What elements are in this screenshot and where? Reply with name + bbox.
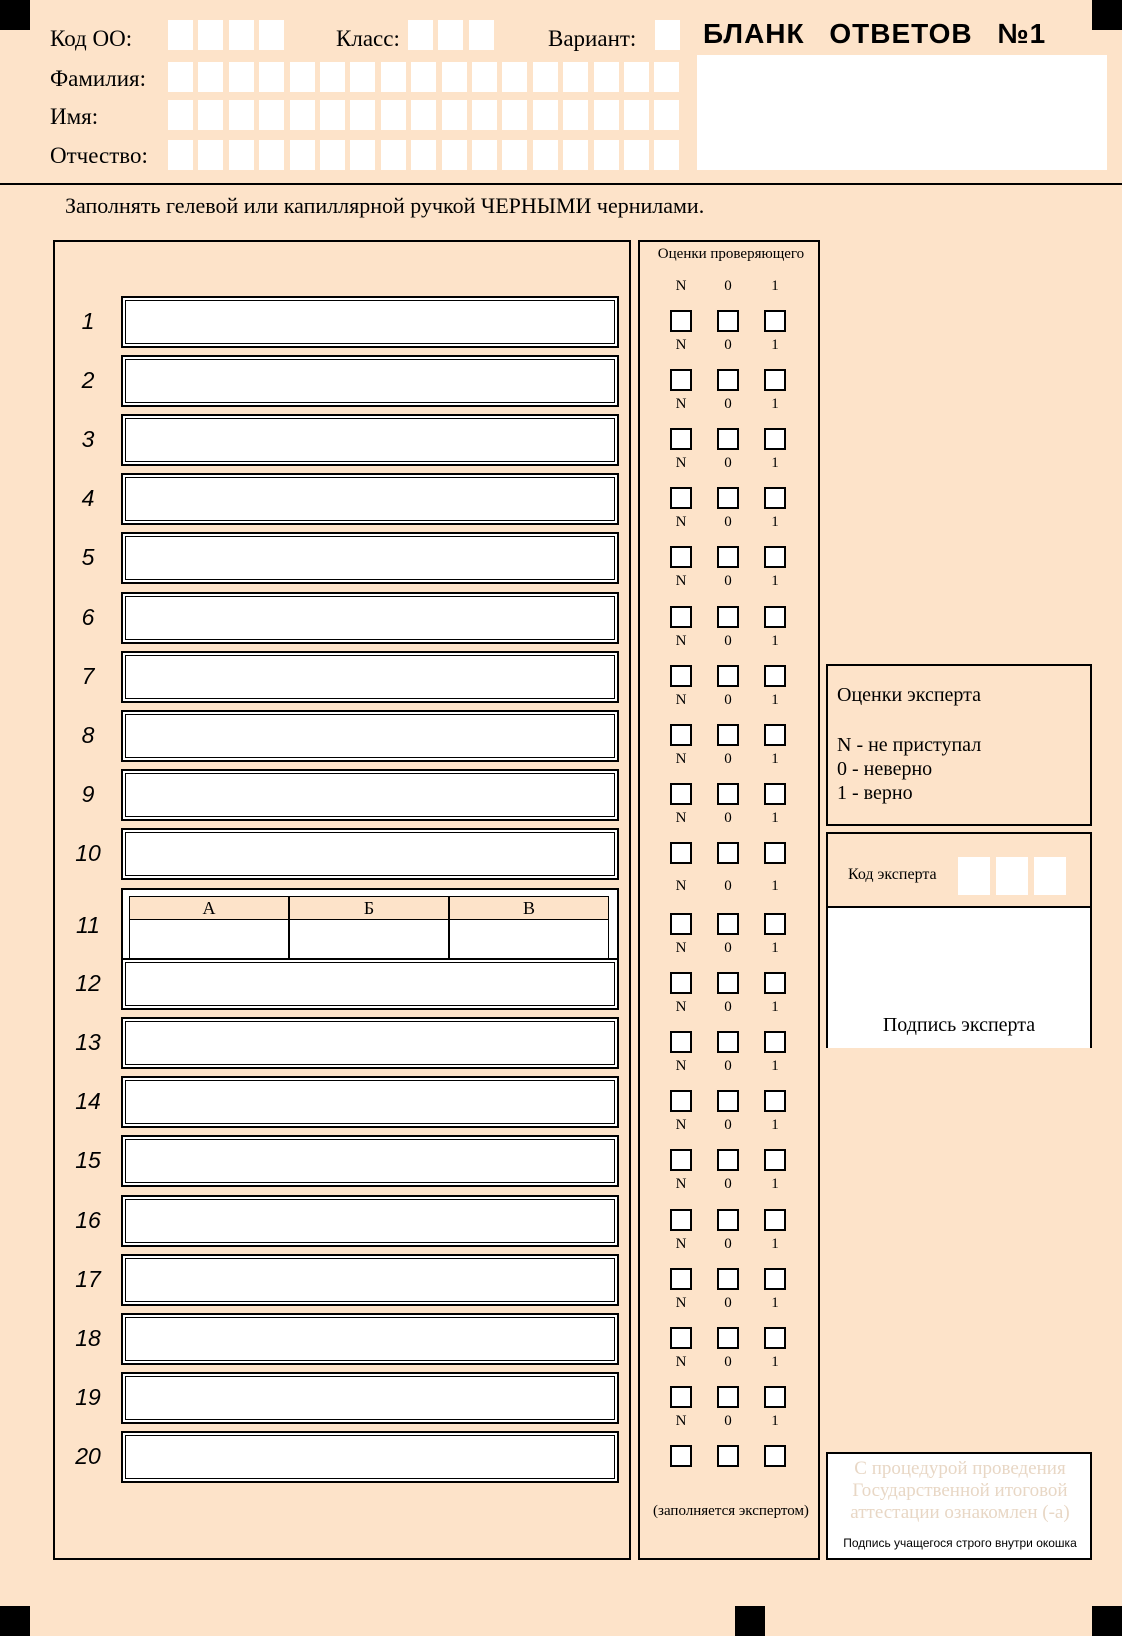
grader-mark-label: 0 [724,750,732,767]
name-cell[interactable] [533,100,558,130]
grader-mark-label: N [675,455,687,472]
surname-cell[interactable] [198,62,223,92]
question-number: 10 [75,839,101,866]
grader-mark-label: 1 [771,1294,779,1311]
grader-checkbox[interactable] [717,1031,739,1053]
surname-label: Фамилия: [50,66,146,91]
grader-checkbox[interactable] [764,1209,786,1231]
class-label: Класс: [336,26,400,51]
patronymic-cell[interactable] [229,140,254,170]
corner-marker-bottom-left [0,1606,30,1636]
header-divider [0,183,1122,185]
grader-mark-label: 0 [724,396,732,413]
grader-checkbox[interactable] [717,487,739,509]
answer-field[interactable] [121,1313,619,1365]
grader-mark-label: 0 [724,1235,732,1252]
name-cell[interactable] [381,100,406,130]
grader-checkbox[interactable] [717,842,739,864]
grader-mark-label: N [675,1058,687,1075]
grader-checkbox[interactable] [717,972,739,994]
grader-mark-label: 1 [771,750,779,767]
question-number: 19 [75,1383,101,1410]
surname-cell[interactable] [259,62,284,92]
grader-checkbox[interactable] [670,546,692,568]
grader-checkbox[interactable] [670,842,692,864]
grader-checkbox[interactable] [764,487,786,509]
grader-mark-label: 1 [771,1353,779,1370]
question-number: 7 [81,662,95,689]
grader-checkbox[interactable] [764,783,786,805]
grader-checkbox[interactable] [717,1209,739,1231]
patronymic-cell[interactable] [198,140,223,170]
expert-legend-one: 1 - верно [837,782,913,804]
grader-mark-label: 0 [724,1117,732,1134]
grader-mark-label: 1 [771,999,779,1016]
patronymic-cell[interactable] [381,140,406,170]
student-sign-note: С процедурой проведения Государственной итоговой аттестации ознакомлен (-а) [850,1458,1070,1523]
grader-checkbox[interactable] [670,665,692,687]
grader-mark-label: 1 [771,396,779,413]
answer-field[interactable] [121,651,619,703]
answer-field[interactable] [121,1076,619,1128]
patronymic-cell[interactable] [411,140,436,170]
grader-checkbox[interactable] [717,1386,739,1408]
grader-title: Оценки проверяющего [657,246,805,262]
grader-mark-label: N [675,691,687,708]
grader-checkbox[interactable] [717,1327,739,1349]
grader-mark-label: 1 [771,632,779,649]
grader-mark-label: N [675,1294,687,1311]
grader-checkbox[interactable] [717,546,739,568]
grader-mark-label: 0 [724,809,732,826]
answer-field[interactable] [121,1017,619,1069]
class-cell[interactable] [408,20,433,50]
answer-field[interactable] [121,1135,619,1187]
grader-mark-label: 0 [724,632,732,649]
patronymic-cell[interactable] [502,140,527,170]
patronymic-label: Отчество: [50,143,148,168]
grader-checkbox[interactable] [670,1090,692,1112]
grader-checkbox[interactable] [670,606,692,628]
grader-mark-label: N [675,337,687,353]
grader-checkbox[interactable] [764,546,786,568]
answer-field[interactable] [121,1372,619,1424]
answer-11-column-header: А [129,896,289,920]
answer-field[interactable] [121,414,619,466]
grader-checkbox[interactable] [764,1268,786,1290]
grader-checkbox[interactable] [717,783,739,805]
patronymic-cell[interactable] [350,140,375,170]
question-number: 18 [75,1324,101,1351]
surname-cell[interactable] [320,62,345,92]
patronymic-cell[interactable] [472,140,497,170]
answer-field[interactable] [121,1254,619,1306]
grader-checkbox[interactable] [670,1268,692,1290]
grader-mark-label: N [675,750,687,767]
grader-checkbox[interactable] [717,724,739,746]
name-cell[interactable] [168,100,193,130]
surname-cell[interactable] [229,62,254,92]
school-code-cell[interactable] [229,20,254,50]
expert-legend-zero: 0 - неверно [837,758,933,780]
grader-checkbox[interactable] [717,1445,739,1467]
grader-mark-label: N [675,940,687,956]
patronymic-cell[interactable] [168,140,193,170]
question-number: 20 [75,1442,101,1469]
answer-field[interactable] [121,1431,619,1483]
grader-mark-label: 0 [724,691,732,708]
grader-mark-label: 1 [771,1412,779,1429]
grader-checkbox[interactable] [764,369,786,391]
grader-checkbox[interactable] [717,1149,739,1171]
answer-field[interactable] [121,592,619,644]
grader-mark-label: 1 [771,809,779,826]
question-number: 4 [81,485,95,512]
grader-checkbox[interactable] [670,487,692,509]
grader-mark-label: N [675,632,687,649]
patronymic-cell[interactable] [442,140,467,170]
answer-field[interactable] [121,296,619,348]
grader-mark-header: N [675,278,687,294]
answer-field[interactable] [121,958,619,1010]
grader-mark-label: N [675,1353,687,1370]
grader-mark-header: 1 [771,278,779,294]
answer-field[interactable] [121,710,619,762]
grader-mark-label: 0 [724,455,732,472]
patronymic-cell[interactable] [259,140,284,170]
answer-11-column[interactable] [289,896,449,960]
grader-mark-label: 1 [771,1058,779,1075]
surname-cell[interactable] [594,62,619,92]
patronymic-cell[interactable] [533,140,558,170]
name-cell[interactable] [411,100,436,130]
question-number: 5 [81,544,95,571]
grader-mark-label: 1 [771,940,779,956]
grader-checkbox[interactable] [764,310,786,332]
answer-11-column[interactable] [129,896,289,960]
grader-mark-label: 0 [724,1058,732,1075]
expert-code-cell[interactable] [996,857,1028,895]
class-cell[interactable] [469,20,494,50]
surname-cell[interactable] [502,62,527,92]
grader-mark-label: N [675,877,687,894]
name-cell[interactable] [442,100,467,130]
grader-checkbox[interactable] [764,972,786,994]
grader-checkbox[interactable] [764,665,786,687]
grader-mark-label: N [675,514,687,531]
expert-code-cell[interactable] [958,857,990,895]
name-cell[interactable] [472,100,497,130]
student-sign-caption: Подпись учащегося строго внутри окошка [843,1536,1077,1550]
question-number: 6 [81,603,95,630]
grader-checkbox[interactable] [764,1327,786,1349]
grader-footer: (заполняется экспертом) [653,1503,809,1519]
expert-signature-label: Подпись эксперта [882,1014,1036,1036]
name-cell[interactable] [563,100,588,130]
grader-mark-header: 0 [724,278,732,294]
name-cell[interactable] [350,100,375,130]
patronymic-cell[interactable] [320,140,345,170]
answer-field[interactable] [121,1195,619,1247]
grader-checkbox[interactable] [670,1327,692,1349]
grader-checkbox[interactable] [717,369,739,391]
answer-field[interactable] [121,473,619,525]
patronymic-cell[interactable] [624,140,649,170]
question-number: 3 [81,426,95,453]
answer-11-cell[interactable] [129,920,289,960]
grader-checkbox[interactable] [764,1031,786,1053]
answer-11-table[interactable] [121,888,619,964]
answer-11-column-header: Б [289,896,449,920]
surname-cell[interactable] [381,62,406,92]
patronymic-cell[interactable] [594,140,619,170]
grader-checkbox[interactable] [670,1445,692,1467]
question-number: 14 [75,1088,101,1115]
grader-checkbox[interactable] [764,1090,786,1112]
grader-mark-label: 1 [771,1235,779,1252]
question-number: 13 [75,1029,101,1056]
answer-field[interactable] [121,355,619,407]
grader-checkbox[interactable] [764,913,786,935]
grader-checkbox[interactable] [764,606,786,628]
surname-cell[interactable] [654,62,679,92]
corner-marker-bottom-right [1092,1606,1122,1636]
expert-legend-n: N - не приступал [837,734,982,756]
form-title: БЛАНК ОТВЕТОВ №1 [703,18,1047,49]
grader-checkbox[interactable] [717,913,739,935]
grader-checkbox[interactable] [764,724,786,746]
patronymic-cell[interactable] [654,140,679,170]
grader-mark-label: 1 [771,337,779,353]
corner-marker-top-right [1092,0,1122,30]
grader-mark-label: 1 [771,877,779,894]
name-label: Имя: [50,104,99,129]
grader-mark-label: N [675,1235,687,1252]
grader-mark-label: 0 [724,1176,732,1193]
grader-checkbox[interactable] [764,1445,786,1467]
grader-checkbox[interactable] [717,310,739,332]
question-number: 17 [75,1265,101,1292]
question-number: 16 [75,1206,101,1233]
question-number: 2 [81,367,95,394]
grader-mark-label: N [675,999,687,1016]
grader-checkbox[interactable] [670,972,692,994]
name-cell[interactable] [502,100,527,130]
question-number: 11 [76,912,100,938]
grader-checkbox[interactable] [717,1090,739,1112]
grader-checkbox[interactable] [670,1209,692,1231]
patronymic-cell[interactable] [290,140,315,170]
grader-mark-label: 1 [771,514,779,531]
grader-checkbox[interactable] [764,428,786,450]
grader-mark-label: 1 [771,1176,779,1193]
answer-field[interactable] [121,828,619,880]
question-number: 15 [75,1147,101,1174]
grader-mark-label: N [675,1412,687,1429]
fill-instruction: Заполнять гелевой или капиллярной ручкой ЧЕРНЫМИ чернилами. [65,193,705,218]
grader-mark-label: 0 [724,1412,732,1429]
grader-checkbox[interactable] [670,783,692,805]
answer-11-column-header: В [449,896,609,920]
grader-checkbox[interactable] [670,1031,692,1053]
grader-checkbox[interactable] [717,606,739,628]
surname-cell[interactable] [290,62,315,92]
grader-checkbox[interactable] [670,913,692,935]
grader-mark-label: N [675,1117,687,1134]
grader-mark-label: N [675,809,687,826]
grader-mark-label: 1 [771,573,779,590]
variant-cell[interactable] [655,20,680,50]
grader-mark-label: 0 [724,999,732,1016]
expert-legend-title: Оценки эксперта [837,684,982,706]
grader-mark-label: N [675,573,687,590]
question-number: 1 [81,308,95,334]
corner-marker-bottom-mid [735,1606,765,1636]
grader-checkbox[interactable] [670,1386,692,1408]
grader-checkbox[interactable] [764,842,786,864]
surname-cell[interactable] [472,62,497,92]
name-cell[interactable] [594,100,619,130]
barcode-area [697,55,1107,170]
grader-mark-label: 0 [724,877,732,894]
grader-checkbox[interactable] [717,428,739,450]
grader-mark-label: 1 [771,1117,779,1134]
school-code-cell[interactable] [168,20,193,50]
grader-checkbox[interactable] [764,1149,786,1171]
surname-cell[interactable] [442,62,467,92]
answer-11-cell[interactable] [449,920,609,960]
name-cell[interactable] [198,100,223,130]
grader-checkbox[interactable] [670,369,692,391]
grader-mark-label: N [675,1176,687,1193]
expert-code-cell[interactable] [1034,857,1066,895]
grader-checkbox[interactable] [670,428,692,450]
name-cell[interactable] [290,100,315,130]
surname-cell[interactable] [168,62,193,92]
grader-mark-label: 0 [724,514,732,531]
grader-mark-label: N [675,396,687,413]
grader-checkbox[interactable] [670,310,692,332]
school-code-cell[interactable] [198,20,223,50]
surname-cell[interactable] [563,62,588,92]
answer-field[interactable] [121,532,619,584]
patronymic-cell[interactable] [563,140,588,170]
grader-checkbox[interactable] [670,724,692,746]
name-cell[interactable] [259,100,284,130]
surname-cell[interactable] [350,62,375,92]
school-code-label: Код ОО: [50,26,133,51]
class-cell[interactable] [438,20,463,50]
surname-cell[interactable] [624,62,649,92]
name-cell[interactable] [229,100,254,130]
answer-field[interactable] [121,769,619,821]
surname-cell[interactable] [533,62,558,92]
question-number: 12 [75,970,101,997]
surname-cell[interactable] [411,62,436,92]
grader-mark-label: 0 [724,1353,732,1370]
name-cell[interactable] [320,100,345,130]
grader-mark-label: 1 [771,455,779,472]
answer-11-cell[interactable] [289,920,449,960]
grader-checkbox[interactable] [717,665,739,687]
variant-label: Вариант: [548,26,637,51]
grader-checkbox[interactable] [764,1386,786,1408]
grader-mark-label: 1 [771,691,779,708]
grader-mark-label: 0 [724,940,732,956]
expert-code-label: Код эксперта [848,866,937,883]
grader-mark-label: 0 [724,337,732,353]
grader-mark-label: 0 [724,1294,732,1311]
name-cell[interactable] [624,100,649,130]
grader-checkbox[interactable] [717,1268,739,1290]
corner-marker-top-left [0,0,30,30]
name-cell[interactable] [654,100,679,130]
answer-11-column[interactable] [449,896,609,960]
question-number: 9 [81,780,95,807]
grader-mark-label: 0 [724,573,732,590]
grader-checkbox[interactable] [670,1149,692,1171]
question-number: 8 [81,721,95,748]
school-code-cell[interactable] [259,20,284,50]
